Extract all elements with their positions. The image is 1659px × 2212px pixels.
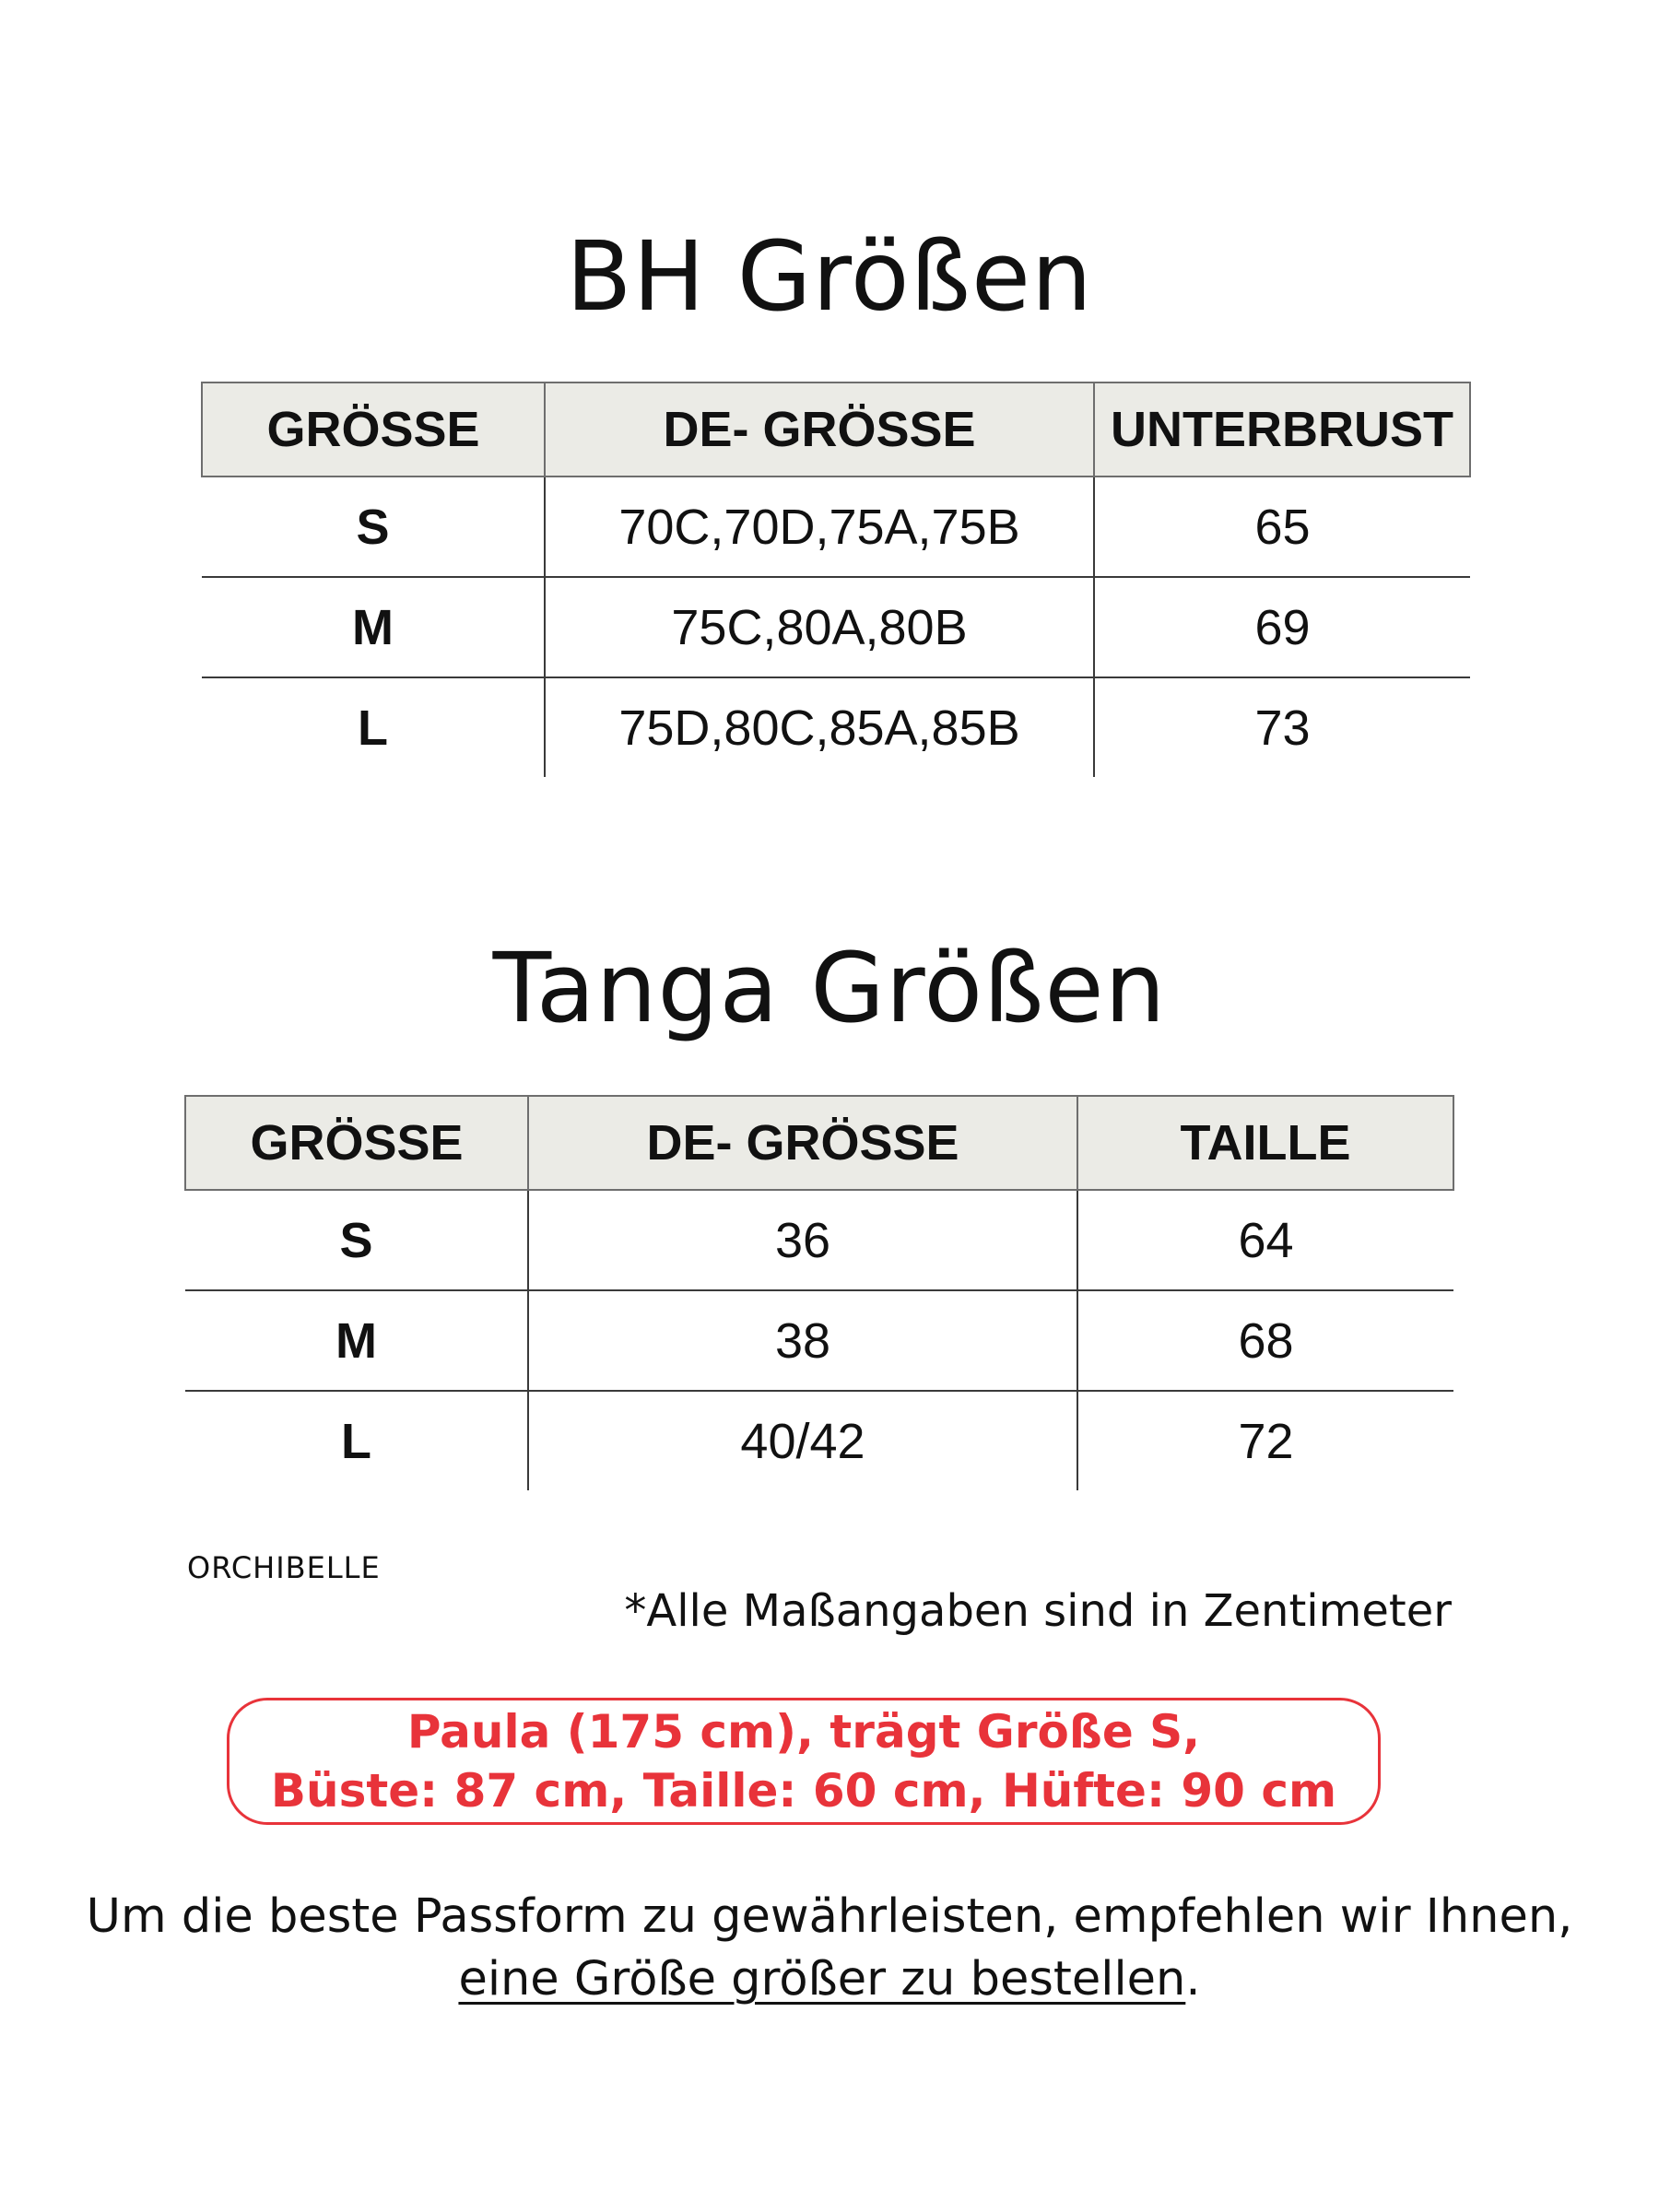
header-groesse: GRÖSSE: [185, 1096, 528, 1190]
measure-cell: 65: [1094, 477, 1470, 577]
de-size-cell: 38: [528, 1290, 1077, 1391]
fit-advice-emphasis: eine Größe größer zu bestellen: [458, 1952, 1186, 2006]
measure-cell: 72: [1238, 1413, 1294, 1469]
table-row: [202, 477, 1470, 577]
brand-name: ORCHIBELLE: [187, 1550, 381, 1585]
size-cell: S: [185, 1190, 528, 1290]
measure-cell: 68: [1077, 1290, 1453, 1391]
header-groesse: GRÖSSE: [202, 382, 545, 477]
size-cell: L: [202, 677, 545, 777]
de-size-cell: 75D,80C,85A,85B: [545, 677, 1094, 777]
model-info-line-2: Büste: 87 cm, Taille: 60 cm, Hüfte: 90 cm: [270, 1764, 1337, 1818]
table-row: [185, 1190, 1453, 1290]
size-cell: S: [202, 477, 545, 577]
bh-size-table: [201, 382, 1471, 777]
measure-cell: 69: [1094, 577, 1470, 677]
measure-cell: 73: [1254, 700, 1311, 756]
de-size-cell: 70C,70D,75A,75B: [545, 477, 1094, 577]
measurement-note: *Alle Maßangaben sind in Zentimeter: [624, 1585, 1452, 1637]
table-row: [185, 1391, 1453, 1490]
measure-cell: 64: [1077, 1190, 1453, 1290]
de-size-cell: 36: [528, 1190, 1077, 1290]
table-row: [185, 1290, 1453, 1391]
tanga-size-table: [184, 1095, 1454, 1490]
fit-advice-line-2: [0, 1948, 1659, 2011]
table-row: [202, 577, 1470, 677]
de-size-cell: 75C,80A,80B: [545, 577, 1094, 677]
header-de-groesse: DE- GRÖSSE: [528, 1096, 1077, 1190]
fit-advice-period: .: [1185, 1952, 1201, 2006]
de-size-cell: 40/42: [528, 1391, 1077, 1490]
header-unterbrust: UNTERBRUST: [1094, 382, 1470, 477]
size-cell: M: [185, 1290, 528, 1391]
model-info-line-1: Paula (175 cm), trägt Größe S,: [406, 1705, 1201, 1759]
header-taille: TAILLE: [1077, 1096, 1453, 1190]
table-header-row: [185, 1096, 1453, 1190]
tanga-sizes-title: Tanga Größen: [492, 932, 1167, 1044]
size-cell: L: [185, 1391, 528, 1490]
model-info-box: [227, 1698, 1381, 1825]
table-header-row: [202, 382, 1470, 477]
table-row: [202, 677, 1470, 777]
size-cell: M: [202, 577, 545, 677]
fit-advice-line-1: Um die beste Passform zu gewährleisten, empfehlen wir Ihnen,: [86, 1889, 1573, 1944]
header-de-groesse: DE- GRÖSSE: [545, 382, 1094, 477]
bh-sizes-title: BH Größen: [566, 220, 1093, 333]
